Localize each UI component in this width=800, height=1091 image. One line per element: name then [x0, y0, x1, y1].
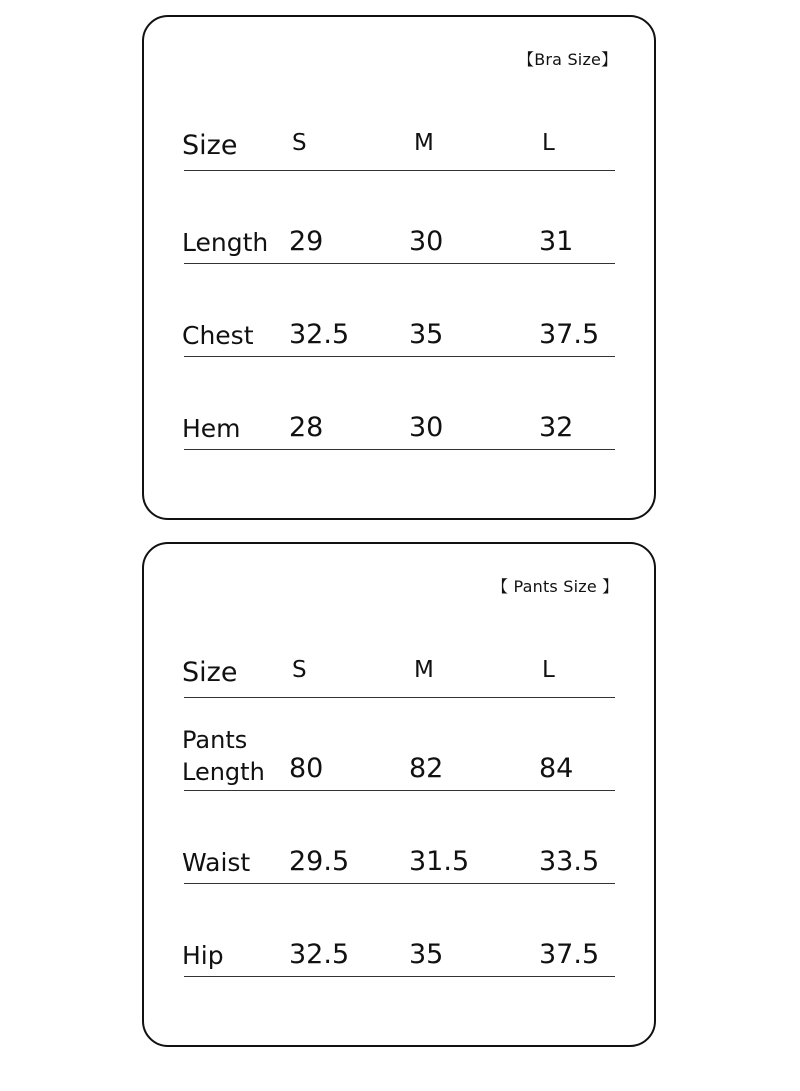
value-m: 35	[409, 939, 444, 970]
value-m: 30	[409, 412, 444, 443]
table-row	[184, 171, 615, 264]
value-m: 31.5	[409, 846, 470, 877]
size-l-header: L	[542, 130, 555, 156]
pants-size-table	[184, 636, 615, 977]
value-l: 84	[539, 753, 574, 784]
table-row	[184, 791, 615, 884]
size-m-header: M	[414, 657, 434, 683]
value-m: 82	[409, 753, 444, 784]
size-l-header: L	[542, 657, 555, 683]
size-header-label: Size	[182, 130, 238, 161]
row-label: Length	[182, 228, 269, 257]
bra-size-card	[142, 15, 656, 520]
size-s-header: S	[292, 657, 307, 683]
value-s: 32.5	[289, 319, 350, 350]
table-header-row	[184, 109, 615, 171]
pants-size-card	[142, 542, 656, 1047]
value-m: 35	[409, 319, 444, 350]
value-l: 33.5	[539, 846, 600, 877]
row-label: Hem	[182, 414, 241, 443]
pants-size-title: 【 Pants Size 】	[492, 577, 619, 596]
table-row	[184, 264, 615, 357]
row-label: Hip	[182, 941, 224, 970]
table-header-row	[184, 636, 615, 698]
row-label: Waist	[182, 848, 251, 877]
table-row	[184, 357, 615, 450]
value-l: 32	[539, 412, 574, 443]
table-row	[184, 884, 615, 977]
bra-size-table	[184, 109, 615, 450]
bra-size-title: 【Bra Size】	[518, 50, 618, 69]
value-s: 32.5	[289, 939, 350, 970]
size-s-header: S	[292, 130, 307, 156]
value-l: 37.5	[539, 939, 600, 970]
row-label: Pants Length	[182, 726, 265, 786]
value-s: 80	[289, 753, 324, 784]
size-header-label: Size	[182, 657, 238, 688]
value-s: 29.5	[289, 846, 350, 877]
value-l: 37.5	[539, 319, 600, 350]
row-label: Chest	[182, 321, 254, 350]
value-s: 29	[289, 226, 324, 257]
size-m-header: M	[414, 130, 434, 156]
value-m: 30	[409, 226, 444, 257]
table-row	[184, 698, 615, 791]
value-l: 31	[539, 226, 574, 257]
value-s: 28	[289, 412, 324, 443]
